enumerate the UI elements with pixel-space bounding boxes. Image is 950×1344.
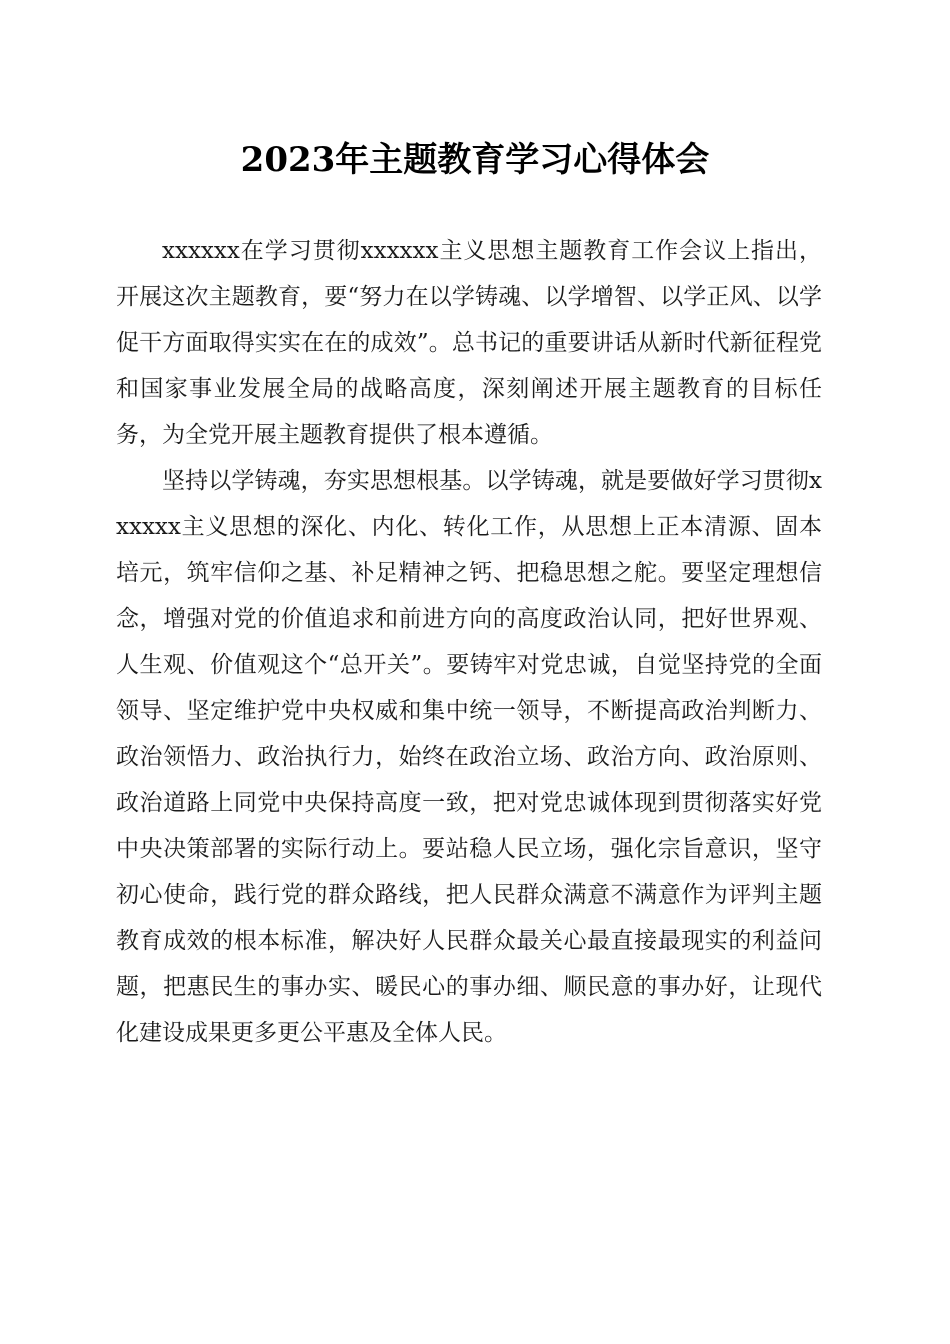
paragraph-learning-soul: 坚持以学铸魂，夯实思想根基。以学铸魂，就是要做好学习贯彻xxxxxx主义思想的深化、内化、转化工作，从思想上正本清源、固本培元，筑牢信仰之基、补足精神之钙、把稳思想之舵。要坚定理想信念，增强对党的价值追求和前进方向的高度政治认同，把好世界观、人生观、价值观这个“总开关”。要铸牢对党忠诚，自觉坚持党的全面领导、坚定维护党中央权威和集中统一领导，不断提高政治判断力、政治领悟力、政治执行力，始终在政治立场、政治方向、政治原则、政治道路上同党中央保持高度一致，把对党忠诚体现到贯彻落实好党中央决策部署的实际行动上。要站稳人民立场，强化宗旨意识，坚守初心使命，践行党的群众路线，把人民群众满意不满意作为评判主题教育成效的根本标准，解决好人民群众最关心最直接最现实的利益问题，把惠民生的事办实、暖民心的事办细、顺民意的事办好，让现代化建设成果更多更公平惠及全体人民。: [116, 468, 822, 1046]
paragraph-intro: xxxxxx在学习贯彻xxxxxx主义思想主题教育工作会议上指出，开展这次主题教育，要“努力在以学铸魂、以学增智、以学正风、以学促干方面取得实实在在的成效”。总书记的重要讲话从新时代新征程党和国家事业发展全局的战略高度，深刻阐述开展主题教育的目标任务，为全党开展主题教育提供了根本遵循。: [116, 238, 822, 448]
document-title: 2023年主题教育学习心得体会: [240, 140, 710, 180]
document-body: [116, 228, 822, 1056]
